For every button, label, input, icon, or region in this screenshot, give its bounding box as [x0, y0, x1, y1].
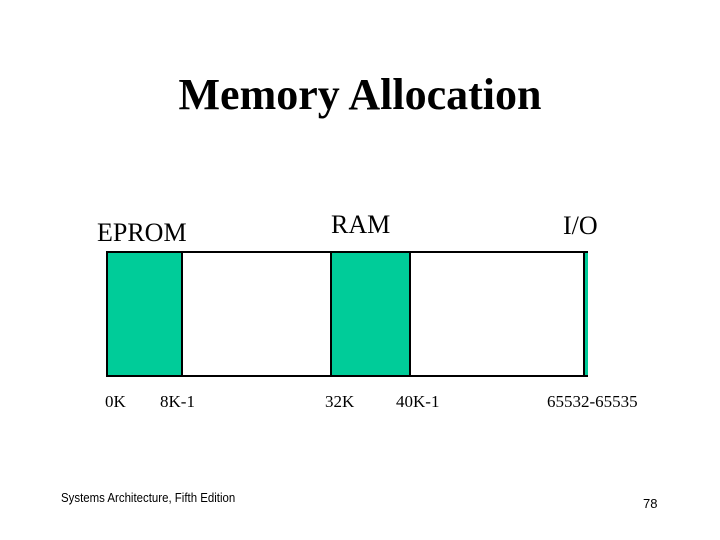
ram-end-address: 40K-1 — [396, 392, 440, 411]
eprom-segment — [108, 253, 183, 375]
slide-title: Memory Allocation — [178, 70, 542, 119]
memory-map-bar — [106, 251, 588, 377]
eprom-label: EPROM — [97, 218, 187, 247]
ram-segment — [330, 253, 411, 375]
page-number: 78 — [643, 496, 658, 511]
io-address-range: 65532-65535 — [547, 392, 638, 411]
eprom-end-address: 8K-1 — [160, 392, 195, 411]
io-segment — [583, 253, 588, 375]
ram-label: RAM — [331, 210, 391, 239]
ram-start-address: 32K — [325, 392, 355, 411]
eprom-start-address: 0K — [105, 392, 126, 411]
footer-source: Systems Architecture, Fifth Edition — [61, 490, 236, 505]
io-label: I/O — [563, 211, 598, 240]
